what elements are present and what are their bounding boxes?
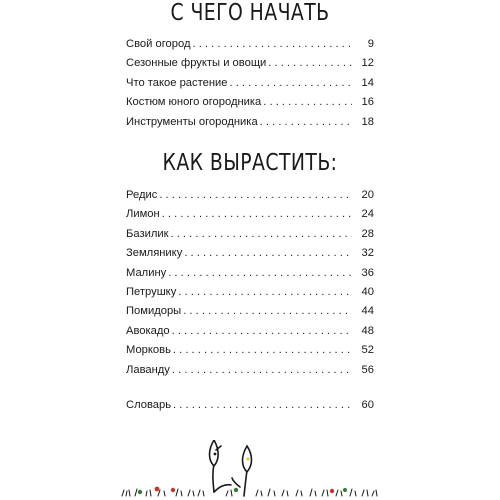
toc-entry[interactable] bbox=[126, 341, 374, 360]
toc-entry-page: 40 bbox=[361, 285, 374, 298]
toc-entry-page: 48 bbox=[361, 324, 374, 337]
toc-leader-dots bbox=[159, 186, 352, 205]
section-heading-start: С ЧЕГО НАЧАТЬ bbox=[170, 0, 330, 26]
toc-entry-page: 52 bbox=[361, 344, 374, 357]
toc-entry-title: Лаванду bbox=[126, 363, 170, 376]
toc-entry-title: Свой огород bbox=[126, 38, 191, 50]
toc-list-how-to-grow bbox=[126, 186, 374, 380]
toc-entry[interactable] bbox=[126, 186, 374, 205]
toc-entry-page: 18 bbox=[361, 115, 374, 128]
toc-entry-page: 14 bbox=[361, 76, 374, 89]
toc-leader-dots bbox=[172, 322, 352, 341]
toc-leader-dots bbox=[178, 283, 352, 302]
toc-entry-title: Авокадо bbox=[126, 324, 170, 337]
toc-entry-page: 56 bbox=[361, 363, 374, 376]
section-heading-how-to-grow: КАК ВЫРАСТИТЬ: bbox=[162, 150, 338, 176]
toc-entry-title: Инструменты огородника bbox=[126, 115, 258, 128]
toc-entry-title: Помидоры bbox=[126, 305, 182, 318]
toc-entry-title: Морковь bbox=[126, 344, 171, 357]
toc-entry-page: 20 bbox=[361, 189, 374, 201]
toc-entry[interactable] bbox=[126, 264, 374, 283]
toc-entry-title: Землянику bbox=[126, 247, 183, 260]
toc-entry-title: Словарь bbox=[126, 399, 172, 411]
toc-entry[interactable] bbox=[126, 54, 374, 73]
toc-leader-dots bbox=[173, 341, 352, 360]
toc-entry-page: 28 bbox=[361, 227, 374, 240]
toc-entry[interactable] bbox=[126, 225, 374, 244]
toc-leader-dots bbox=[263, 93, 352, 112]
toc-entry-page: 36 bbox=[361, 266, 374, 279]
toc-entry-page: 16 bbox=[361, 96, 374, 109]
toc-entry[interactable] bbox=[126, 302, 374, 321]
toc-entry[interactable] bbox=[126, 35, 374, 54]
toc-entry[interactable] bbox=[126, 322, 374, 341]
toc-entry-title: Сезонные фрукты и овощи bbox=[126, 57, 267, 70]
toc-entry-title: Костюм юного огородника bbox=[126, 96, 262, 109]
toc-leader-dots bbox=[171, 225, 353, 244]
toc-leader-dots bbox=[162, 205, 352, 224]
toc-entry-page: 9 bbox=[367, 38, 374, 50]
seedling-left-icon bbox=[210, 440, 232, 492]
grass-icon bbox=[122, 489, 377, 496]
toc-entry-page: 44 bbox=[361, 305, 374, 318]
toc-entry-title: Малину bbox=[126, 266, 167, 279]
toc-entry-page: 12 bbox=[361, 57, 374, 70]
toc-list-start bbox=[126, 35, 374, 132]
toc-entry[interactable] bbox=[126, 361, 374, 380]
toc-entry[interactable] bbox=[126, 283, 374, 302]
toc-list-glossary bbox=[126, 396, 374, 415]
toc-entry[interactable] bbox=[126, 113, 374, 132]
seedlings-and-grass-illustration bbox=[0, 440, 500, 500]
toc-leader-dots bbox=[173, 396, 352, 415]
toc-entry-title: Редис bbox=[126, 189, 158, 201]
toc-leader-dots bbox=[172, 361, 352, 380]
toc-entry-page: 60 bbox=[361, 399, 374, 411]
toc-entry[interactable] bbox=[126, 74, 374, 93]
toc-leader-dots bbox=[192, 35, 352, 54]
toc-leader-dots bbox=[260, 113, 352, 132]
toc-leader-dots bbox=[168, 264, 352, 283]
toc-entry[interactable] bbox=[126, 93, 374, 112]
toc-leader-dots bbox=[230, 74, 353, 93]
toc-leader-dots bbox=[183, 302, 352, 321]
toc-entry-page: 32 bbox=[361, 247, 374, 260]
toc-entry[interactable] bbox=[126, 396, 374, 415]
toc-entry-title: Петрушку bbox=[126, 285, 177, 298]
toc-entry[interactable] bbox=[126, 205, 374, 224]
toc-leader-dots bbox=[268, 54, 352, 73]
toc-entry-title: Что такое растение bbox=[126, 76, 228, 89]
toc-leader-dots bbox=[184, 244, 352, 263]
toc-entry-title: Базилик bbox=[126, 227, 169, 240]
toc-entry-title: Лимон bbox=[126, 208, 160, 221]
toc-entry-page: 24 bbox=[361, 208, 374, 221]
toc-entry[interactable] bbox=[126, 244, 374, 263]
